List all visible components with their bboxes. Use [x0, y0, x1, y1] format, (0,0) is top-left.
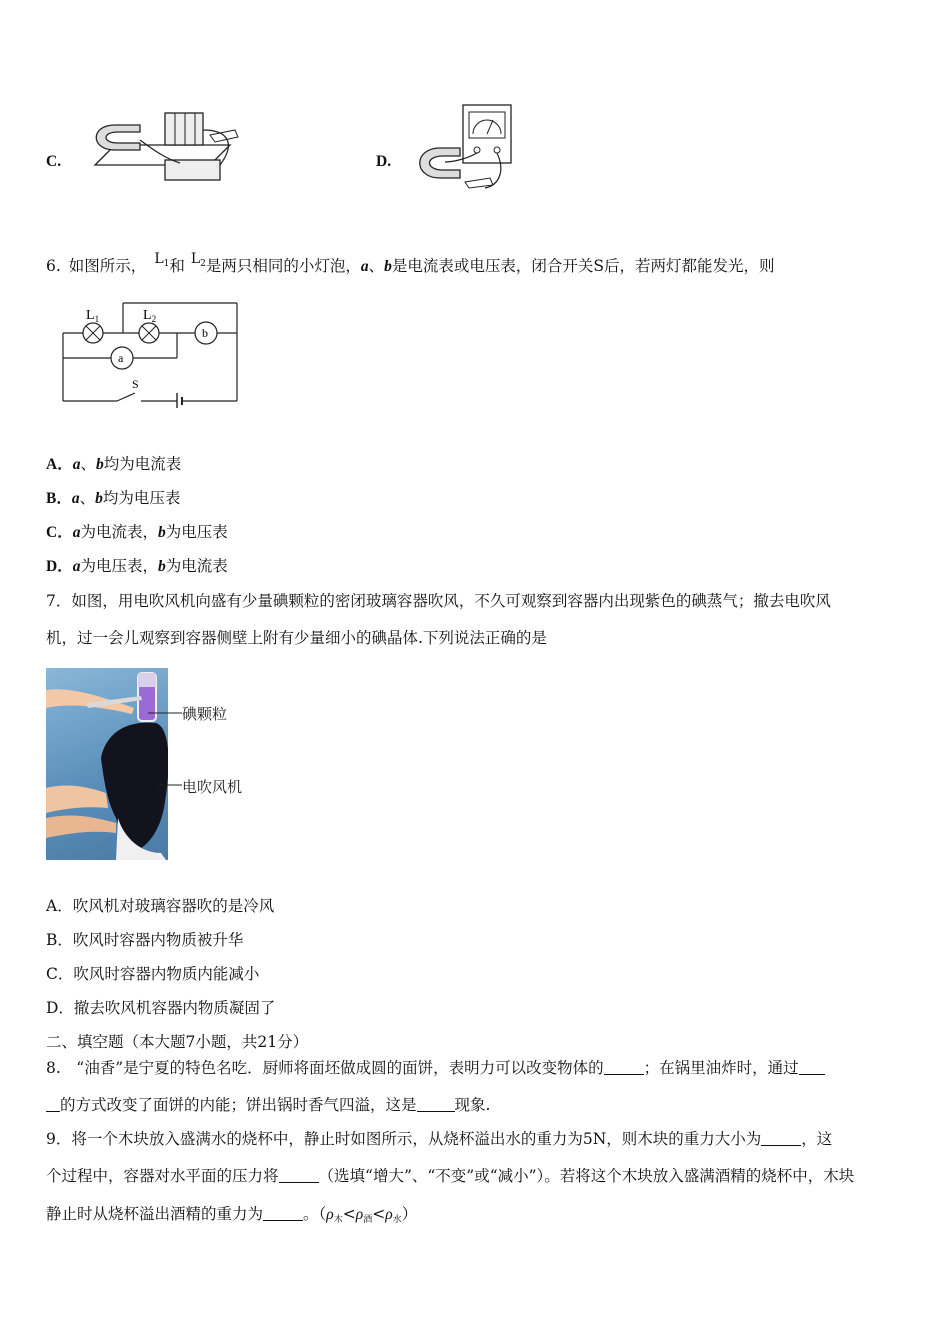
question-7-line1: 7．如图，用电吹风机向盛有少量碘颗粒的密闭玻璃容器吹风，不久可观察到容器内出现紫色的碘蒸气；撤去电吹风: [46, 592, 831, 610]
circuit-diagram: [55, 298, 250, 408]
question-9-line2: 个过程中，容器对水平面的压力将 （选填“增大”、“不变”或“减小”）。若将这个木块放入盛满酒精的烧杯中，木块: [46, 1167, 855, 1185]
q8-blank-1[interactable]: [604, 1060, 644, 1075]
q7-option-c: C．吹风时容器内物质内能减小: [46, 965, 260, 983]
label-l1: $L_1$: [86, 308, 100, 324]
q6-option-c: C．a为电流表，b为电压表: [46, 523, 228, 541]
q8-blank-3[interactable]: [417, 1097, 455, 1112]
lamp-l1: [83, 323, 103, 343]
question-8-line2: 的方式改变了面饼的内能；饼出锅时香气四溢，这是 现象.: [46, 1095, 490, 1115]
label-l2: $L_2$: [143, 308, 157, 324]
question-8-line1: 8. “油香”是宁夏的特色名吃．厨师将面坯做成圆的面饼，表明力可以改变物体的 ；在锅里油炸时，通过: [46, 1058, 825, 1078]
option-c-label: C.: [46, 153, 62, 170]
q9-blank-1[interactable]: [761, 1131, 801, 1146]
question-9-line3: 静止时从烧杯溢出酒精的重力为 。$(\rho_木<\rho_酒<\rho_水)$: [46, 1205, 418, 1225]
label-hair-dryer: 电吹风机: [182, 778, 243, 796]
question-7-line2: 机，过一会儿观察到容器侧壁上附有少量细小的碘晶体.下列说法正确的是: [46, 629, 547, 647]
section-2-heading: 二、填空题（本大题7小题，共21分）: [46, 1033, 309, 1051]
label-iodine-particles: 碘颗粒: [182, 705, 228, 723]
q6-option-a: A．a、b均为电流表: [46, 455, 182, 473]
q8-blank-2-cont[interactable]: [46, 1097, 60, 1112]
q7-option-d: D．撤去吹风机容器内物质凝固了: [46, 999, 276, 1017]
option-d-label: D.: [376, 153, 392, 170]
q7-option-b: B．吹风时容器内物质被升华: [46, 931, 244, 949]
question-9-line1: 9．将一个木块放入盛满水的烧杯中，静止时如图所示，从烧杯溢出水的重力为5N，则木块的重力大小为 ，这: [46, 1130, 833, 1148]
option-d-figure: [405, 100, 520, 195]
l1-symbol: $L_1$: [154, 251, 170, 269]
option-c-figure: [70, 105, 245, 195]
meter-a-label: a: [118, 351, 124, 365]
q6-option-b: B．a、b均为电压表: [46, 489, 181, 507]
l2-symbol: $L_2$: [190, 251, 206, 269]
q8-blank-2[interactable]: [799, 1060, 825, 1075]
question-6-stem: 6. 如图所示， $L_1$和 $L_2$是两只相同的小灯泡，a、b是电流表或电压表，闭合开关S后，若两灯都能发光，则: [46, 251, 775, 275]
q7-option-a: A．吹风机对玻璃容器吹的是冷风: [46, 897, 275, 915]
meter-b-label: b: [202, 326, 208, 340]
switch-label: S: [132, 377, 139, 391]
q9-blank-3[interactable]: [263, 1206, 303, 1221]
q9-blank-2[interactable]: [279, 1168, 319, 1183]
lamp-l2: [139, 323, 159, 343]
q6-option-d: D．a为电压表，b为电流表: [46, 557, 228, 575]
photo-label-lines: [140, 700, 185, 800]
